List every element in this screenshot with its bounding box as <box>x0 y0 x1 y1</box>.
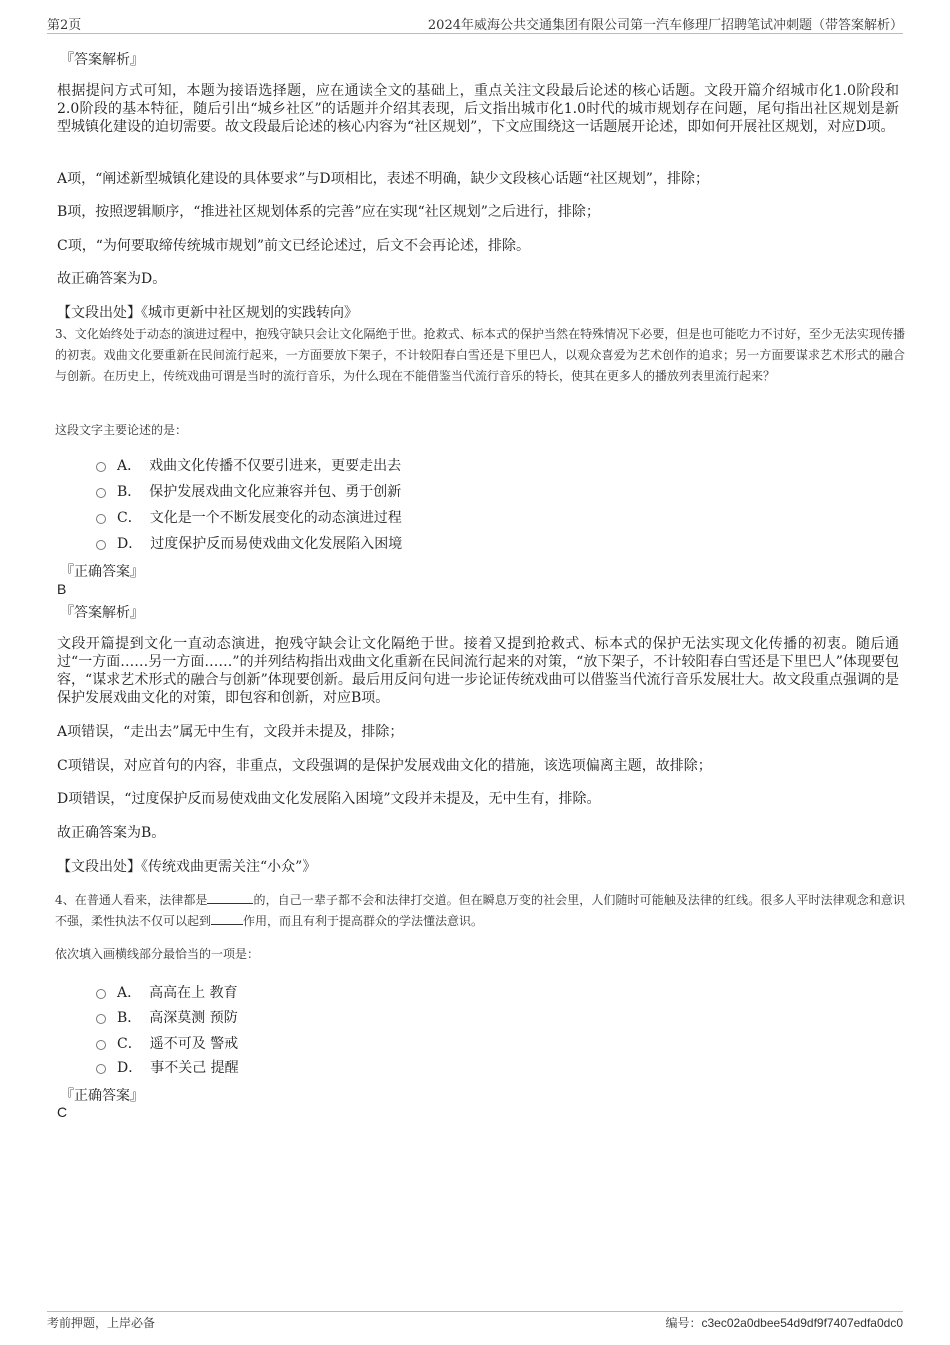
question-3-prompt: 这段文字主要论述的是： <box>55 423 188 437</box>
question-3-option-d[interactable]: D． 过度保护反而易使戏曲文化发展陷入困境 <box>96 533 402 553</box>
question-3-option-b[interactable]: B． 保护发展戏曲文化应兼容并包、勇于创新 <box>96 481 401 501</box>
radio-icon[interactable] <box>96 1040 106 1050</box>
analysis-option-d: D项错误，“过度保护反而易使戏曲文化发展陷入困境”文段并未提及，无中生有，排除。 <box>57 791 601 807</box>
question-4-option-b[interactable]: B． 高深莫测 预防 <box>96 1007 238 1027</box>
document-title: 2024年威海公共交通集团有限公司第一汽车修理厂招聘笔试冲刺题（带答案解析） <box>427 18 903 33</box>
analysis-final: 故正确答案为B。 <box>57 825 166 841</box>
question-3-option-c[interactable]: C． 文化是一个不断发展变化的动态演进过程 <box>96 507 402 527</box>
radio-icon[interactable] <box>96 1064 106 1074</box>
blank-line <box>207 891 253 904</box>
analysis-label: 『答案解析』 <box>60 52 144 68</box>
page-header <box>47 12 903 32</box>
question-3-stem: 3、文化始终处于动态的演进过程中，抱残守缺只会让文化隔绝于世。抢救式、标本式的保护当然在特殊情况下必要，但是也可能吃力不讨好，至少无法实现传播的初衷。戏曲文化要重新在民间流行起来，一方面要放下架子，不计较阳春白雪还是下里巴人，以观众喜爱为艺术创作的追求；另一方面要谋求艺术形式的融合与创新。在历史上，传统戏曲可谓是当时的流行音乐，为什么现在不能借鉴当代流行音乐的特长，使其在更多人的播放列表里流行起来？ <box>55 327 905 383</box>
analysis-paragraph: 文段开篇提到文化一直动态演进，抱残守缺会让文化隔绝于世。接着又提到抢救式、标本式的保护无法实现文化传播的初衷。随后通过“一方面……另一方面……”的并列结构指出戏曲文化重新在民间流行起来的对策，“放下架子，不计较阳春白雪还是下里巴人”体现要包容，“谋求艺术形式的融合与创新”体现要创新。最后用反问句进一步论证传统戏曲可以借鉴当代流行音乐发展壮大。故文段重点强调的是保护发展戏曲文化的对策，即包容和创新，对应B项。 <box>57 636 899 706</box>
radio-icon[interactable] <box>96 462 106 472</box>
analysis-option-b: B项，按照逻辑顺序，“推进社区规划体系的完善”应在实现“社区规划”之后进行，排除； <box>57 204 600 220</box>
analysis-final: 故正确答案为D。 <box>57 271 167 287</box>
question-4-prompt: 依次填入画横线部分最恰当的一项是： <box>55 947 260 961</box>
correct-answer-value: C <box>57 1104 68 1120</box>
option-text: 戏曲文化传播不仅要引进来，更要走出去 <box>149 458 402 474</box>
radio-icon[interactable] <box>96 540 106 550</box>
source-citation: 【文段出处】《传统戏曲更需关注“小众”》 <box>57 859 317 875</box>
blank-line <box>211 912 243 925</box>
analysis-option-c: C项，“为何要取缔传统城市规划”前文已经论述过，后文不会再论述，排除。 <box>57 238 531 254</box>
footer-divider <box>47 1311 903 1312</box>
page-number: 第2页 <box>47 18 82 33</box>
analysis-option-c: C项错误，对应首句的内容，非重点，文段强调的是保护发展戏曲文化的措施，该选项偏离主题，故排除； <box>57 758 712 774</box>
option-text: 高深莫测 预防 <box>149 1010 238 1026</box>
question-3-option-a[interactable]: A． 戏曲文化传播不仅要引进来，更要走出去 <box>96 455 401 475</box>
correct-answer-value: B <box>57 581 67 597</box>
option-text: 过度保护反而易使戏曲文化发展陷入困境 <box>150 536 403 552</box>
radio-icon[interactable] <box>96 514 106 524</box>
option-text: 保护发展戏曲文化应兼容并包、勇于创新 <box>149 484 402 500</box>
analysis-paragraph: 根据提问方式可知，本题为接语选择题，应在通读全文的基础上，重点关注文段最后论述的核心话题。文段开篇介绍城市化1.0阶段和2.0阶段的基本特征，随后引出“城乡社区”的话题并介绍其表现，后文指出城市化1.0时代的城市规划存在问题，尾句指出社区规划是新型城镇化建设的迫切需要。故文段最后论述的核心内容为“社区规划”，下文应围绕这一话题展开论述，即如何开展社区规划，对应D项。 <box>57 83 899 135</box>
analysis-option-a: A项错误，“走出去”属无中生有，文段并未提及，排除； <box>57 724 404 740</box>
radio-icon[interactable] <box>96 989 106 999</box>
question-4-option-a[interactable]: A． 高高在上 教育 <box>96 982 238 1002</box>
option-text: 遥不可及 警戒 <box>149 1036 239 1052</box>
option-text: 高高在上 教育 <box>149 985 238 1001</box>
radio-icon[interactable] <box>96 488 106 498</box>
analysis-label: 『答案解析』 <box>60 605 144 621</box>
question-4-stem: 4、在普通人看来，法律都是 的，自己一辈子都不会和法律打交道。但在瞬息万变的社会里，人们随时可能触及法律的红线。很多人平时法律观念和意识不强，柔性执法不仅可以起到 作用，而且有利于提高群众的学法懂法意识。 <box>55 893 905 928</box>
radio-icon[interactable] <box>96 1014 106 1024</box>
question-4-option-d[interactable]: D． 事不关己 提醒 <box>96 1057 239 1077</box>
document-id: 编号：c3ec02a0dbee54d9df9f7407edfa0dc0 <box>665 1316 903 1330</box>
correct-answer-label: 『正确答案』 <box>60 564 144 580</box>
option-text: 事不关己 提醒 <box>150 1060 239 1076</box>
header-divider <box>47 33 903 34</box>
correct-answer-label: 『正确答案』 <box>60 1088 144 1104</box>
option-text: 文化是一个不断发展变化的动态演进过程 <box>149 510 402 526</box>
source-citation: 【文段出处】《城市更新中社区规划的实践转向》 <box>57 305 358 321</box>
footer-slogan: 考前押题，上岸必备 <box>47 1316 156 1330</box>
question-4-option-c[interactable]: C． 遥不可及 警戒 <box>96 1033 238 1053</box>
analysis-option-a: A项，“阐述新型城镇化建设的具体要求”与D项相比，表述不明确，缺少文段核心话题“社区规划”，排除； <box>57 171 709 187</box>
